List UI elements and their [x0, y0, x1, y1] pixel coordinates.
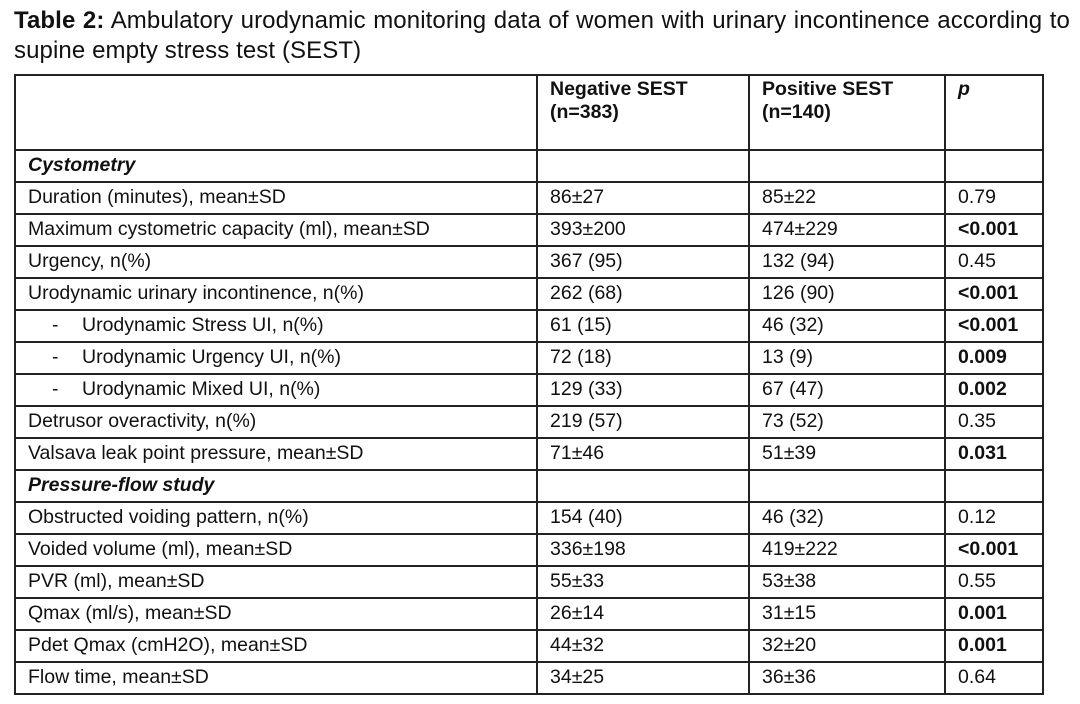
row-label-cell — [15, 630, 537, 662]
negative-sest-value: 262 (68) — [537, 278, 749, 310]
table-row — [15, 406, 1043, 438]
negative-sest-value: 154 (40) — [537, 502, 749, 534]
table-row — [15, 374, 1043, 406]
table-row — [15, 662, 1043, 694]
empty-cell — [537, 470, 749, 502]
row-label-cell — [15, 310, 537, 342]
negative-sest-value: 72 (18) — [537, 342, 749, 374]
sub-item-dash: - — [52, 346, 59, 368]
row-label-cell — [15, 502, 537, 534]
empty-cell — [749, 150, 945, 182]
p-value: <0.001 — [945, 214, 1043, 246]
row-label-cell — [15, 438, 537, 470]
row-label-cell — [15, 214, 537, 246]
row-label-cell — [15, 406, 537, 438]
negative-sest-value: 367 (95) — [537, 246, 749, 278]
header-p-value: p — [945, 75, 1043, 150]
positive-sest-value: 126 (90) — [749, 278, 945, 310]
table-row — [15, 278, 1043, 310]
table-row — [15, 214, 1043, 246]
table-row — [15, 534, 1043, 566]
table-row — [15, 566, 1043, 598]
row-label: Duration (minutes), mean±SD — [28, 186, 286, 208]
negative-sest-value: 336±198 — [537, 534, 749, 566]
positive-sest-value: 13 (9) — [749, 342, 945, 374]
negative-sest-value: 26±14 — [537, 598, 749, 630]
positive-sest-value: 32±20 — [749, 630, 945, 662]
p-value: 0.002 — [945, 374, 1043, 406]
section-row — [15, 150, 1043, 182]
row-label: Obstructed voiding pattern, n(%) — [28, 506, 309, 528]
row-label: Valsava leak point pressure, mean±SD — [28, 442, 364, 464]
negative-sest-value: 34±25 — [537, 662, 749, 694]
negative-sest-value: 55±33 — [537, 566, 749, 598]
positive-sest-value: 85±22 — [749, 182, 945, 214]
header-blank-cell — [15, 75, 537, 150]
positive-sest-value: 46 (32) — [749, 502, 945, 534]
row-label: Pdet Qmax (cmH2O), mean±SD — [28, 634, 308, 656]
table-caption-text: Ambulatory urodynamic monitoring data of women with urinary incontinence according to supine empty stress test (SEST) — [14, 7, 1070, 64]
empty-cell — [945, 470, 1043, 502]
negative-sest-value: 71±46 — [537, 438, 749, 470]
row-label-cell — [15, 374, 537, 406]
table-row — [15, 342, 1043, 374]
negative-sest-value: 129 (33) — [537, 374, 749, 406]
table-header-row — [15, 75, 1043, 150]
p-value: 0.55 — [945, 566, 1043, 598]
positive-sest-value: 51±39 — [749, 438, 945, 470]
p-value: 0.79 — [945, 182, 1043, 214]
p-value: 0.009 — [945, 342, 1043, 374]
urodynamic-data-table — [14, 74, 1044, 695]
positive-sest-value: 36±36 — [749, 662, 945, 694]
row-label-cell — [15, 662, 537, 694]
row-label: Urodynamic Stress UI, n(%) — [82, 314, 324, 336]
row-label: Flow time, mean±SD — [28, 666, 209, 688]
negative-sest-value: 44±32 — [537, 630, 749, 662]
table-body — [15, 150, 1043, 694]
p-value: <0.001 — [945, 534, 1043, 566]
p-value: <0.001 — [945, 278, 1043, 310]
row-label-cell — [15, 246, 537, 278]
negative-sest-value: 61 (15) — [537, 310, 749, 342]
sub-item-dash: - — [52, 378, 59, 400]
row-label: Urodynamic urinary incontinence, n(%) — [28, 282, 364, 304]
header-positive-sest: Positive SEST (n=140) — [749, 75, 945, 150]
positive-sest-value: 46 (32) — [749, 310, 945, 342]
row-label-cell — [15, 598, 537, 630]
table-caption — [14, 6, 1070, 66]
table-row — [15, 310, 1043, 342]
negative-sest-value: 86±27 — [537, 182, 749, 214]
p-value: 0.64 — [945, 662, 1043, 694]
p-value: 0.001 — [945, 630, 1043, 662]
negative-sest-value: 393±200 — [537, 214, 749, 246]
row-label-cell — [15, 534, 537, 566]
p-value: 0.35 — [945, 406, 1043, 438]
sub-item-dash: - — [52, 314, 59, 336]
row-label: PVR (ml), mean±SD — [28, 570, 205, 592]
p-value: 0.12 — [945, 502, 1043, 534]
table-caption-label: Table 2: — [14, 7, 105, 34]
row-label: Urodynamic Mixed UI, n(%) — [82, 378, 321, 400]
section-row — [15, 470, 1043, 502]
table-row — [15, 182, 1043, 214]
p-value: 0.001 — [945, 598, 1043, 630]
p-value: 0.45 — [945, 246, 1043, 278]
table-row — [15, 598, 1043, 630]
section-title: Cystometry — [15, 150, 537, 182]
positive-sest-value: 73 (52) — [749, 406, 945, 438]
row-label: Urodynamic Urgency UI, n(%) — [82, 346, 341, 368]
table-row — [15, 438, 1043, 470]
empty-cell — [537, 150, 749, 182]
row-label-cell — [15, 342, 537, 374]
empty-cell — [749, 470, 945, 502]
row-label: Urgency, n(%) — [28, 250, 152, 272]
table-row — [15, 630, 1043, 662]
row-label: Maximum cystometric capacity (ml), mean±SD — [28, 218, 430, 240]
positive-sest-value: 419±222 — [749, 534, 945, 566]
p-value: 0.031 — [945, 438, 1043, 470]
row-label-cell — [15, 182, 537, 214]
empty-cell — [945, 150, 1043, 182]
row-label: Detrusor overactivity, n(%) — [28, 410, 257, 432]
p-value: <0.001 — [945, 310, 1043, 342]
negative-sest-value: 219 (57) — [537, 406, 749, 438]
positive-sest-value: 67 (47) — [749, 374, 945, 406]
row-label-cell — [15, 278, 537, 310]
table-row — [15, 246, 1043, 278]
positive-sest-value: 132 (94) — [749, 246, 945, 278]
row-label-cell — [15, 566, 537, 598]
table-row — [15, 502, 1043, 534]
header-negative-sest: Negative SEST (n=383) — [537, 75, 749, 150]
row-label: Voided volume (ml), mean±SD — [28, 538, 293, 560]
positive-sest-value: 474±229 — [749, 214, 945, 246]
section-title: Pressure-flow study — [15, 470, 537, 502]
row-label: Qmax (ml/s), mean±SD — [28, 602, 232, 624]
positive-sest-value: 31±15 — [749, 598, 945, 630]
positive-sest-value: 53±38 — [749, 566, 945, 598]
